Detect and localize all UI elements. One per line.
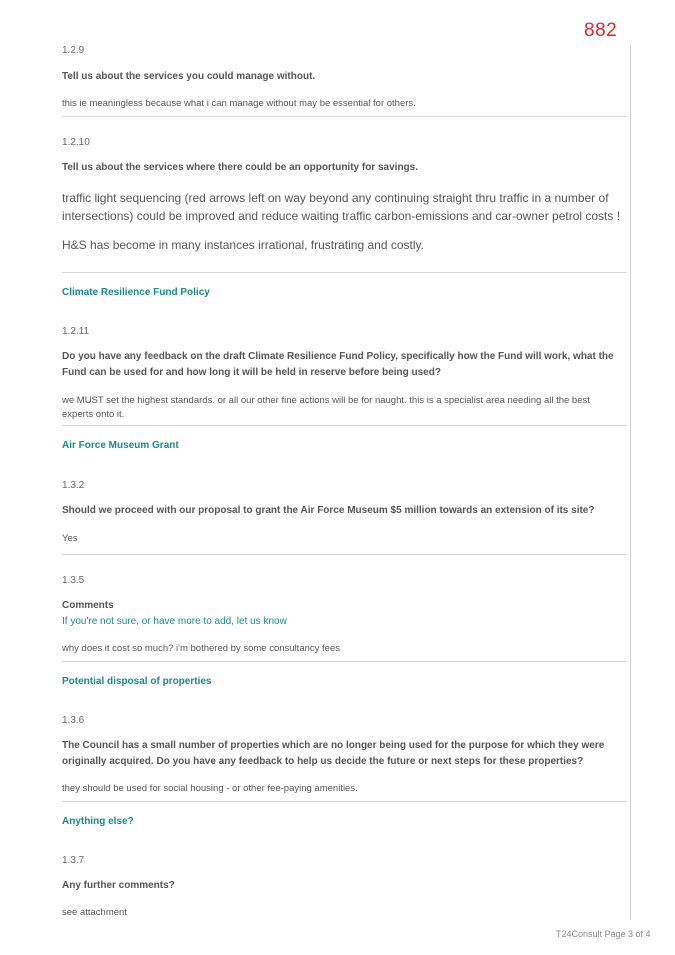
answer-text: this ie meaningless because what i can manage without may be essential for others. xyxy=(62,98,416,109)
question-number: 1.2.9 xyxy=(62,45,85,56)
divider xyxy=(62,425,627,426)
page-number: 882 xyxy=(584,20,618,41)
answer-text: traffic light sequencing (red arrows left on way beyond any continuing straight thru traffic in a number of intersections) could be improved and reduce waiting traffic carbon-emissions and car-owner petrol costs ! xyxy=(62,191,621,223)
section-heading: Anything else? xyxy=(62,816,134,827)
section-heading: Climate Resilience Fund Policy xyxy=(62,287,210,298)
question-number: 1.3.2 xyxy=(62,480,85,491)
divider xyxy=(62,554,627,555)
submission-content xyxy=(62,0,627,920)
question-hint: If you're not sure, or have more to add, let us know xyxy=(62,616,287,627)
divider xyxy=(62,272,627,273)
question-number: 1.3.7 xyxy=(62,855,85,866)
question-text: Any further comments? xyxy=(62,880,175,891)
divider xyxy=(62,661,627,662)
divider xyxy=(62,801,627,802)
divider xyxy=(62,116,627,117)
question-text: Comments xyxy=(62,600,114,611)
question-text: Tell us about the services you could manage without. xyxy=(62,71,316,82)
section-heading: Potential disposal of properties xyxy=(62,676,212,687)
answer-text: why does it cost so much? i'm bothered by some consultancy fees xyxy=(62,643,340,654)
question-number: 1.2.11 xyxy=(62,326,90,337)
answer-text: H&S has become in many instances irrational, frustrating and costly. xyxy=(62,238,424,252)
question-number: 1.3.5 xyxy=(62,575,85,586)
right-border-rule xyxy=(630,44,631,920)
question-text: Do you have any feedback on the draft Climate Resilience Fund Policy, specifically how the Fund will work, what the Fund can be used for and how long it will be held in reserve before being used? xyxy=(62,351,614,378)
answer-text: Yes xyxy=(62,533,78,544)
answer-text: they should be used for social housing - or other fee-paying amenities. xyxy=(62,783,358,794)
question-number: 1.2.10 xyxy=(62,137,90,148)
answer-text: we MUST set the highest standards. or all our other fine actions will be for naught. this is a specialist area needing all the best experts onto it. xyxy=(62,395,590,420)
question-text: Tell us about the services where there could be an opportunity for savings. xyxy=(62,162,419,173)
question-text: Should we proceed with our proposal to grant the Air Force Museum $5 million towards an extension of its site? xyxy=(62,505,595,516)
section-heading: Air Force Museum Grant xyxy=(62,440,179,451)
question-text: The Council has a small number of properties which are no longer being used for the purpose for which they were originally acquired. Do you have any feedback to help us decide the future or next steps for these properties? xyxy=(62,740,605,767)
question-number: 1.3.6 xyxy=(62,715,85,726)
answer-text: see attachment xyxy=(62,907,127,918)
page-footer: T24Consult Page 3 of 4 xyxy=(556,929,651,939)
